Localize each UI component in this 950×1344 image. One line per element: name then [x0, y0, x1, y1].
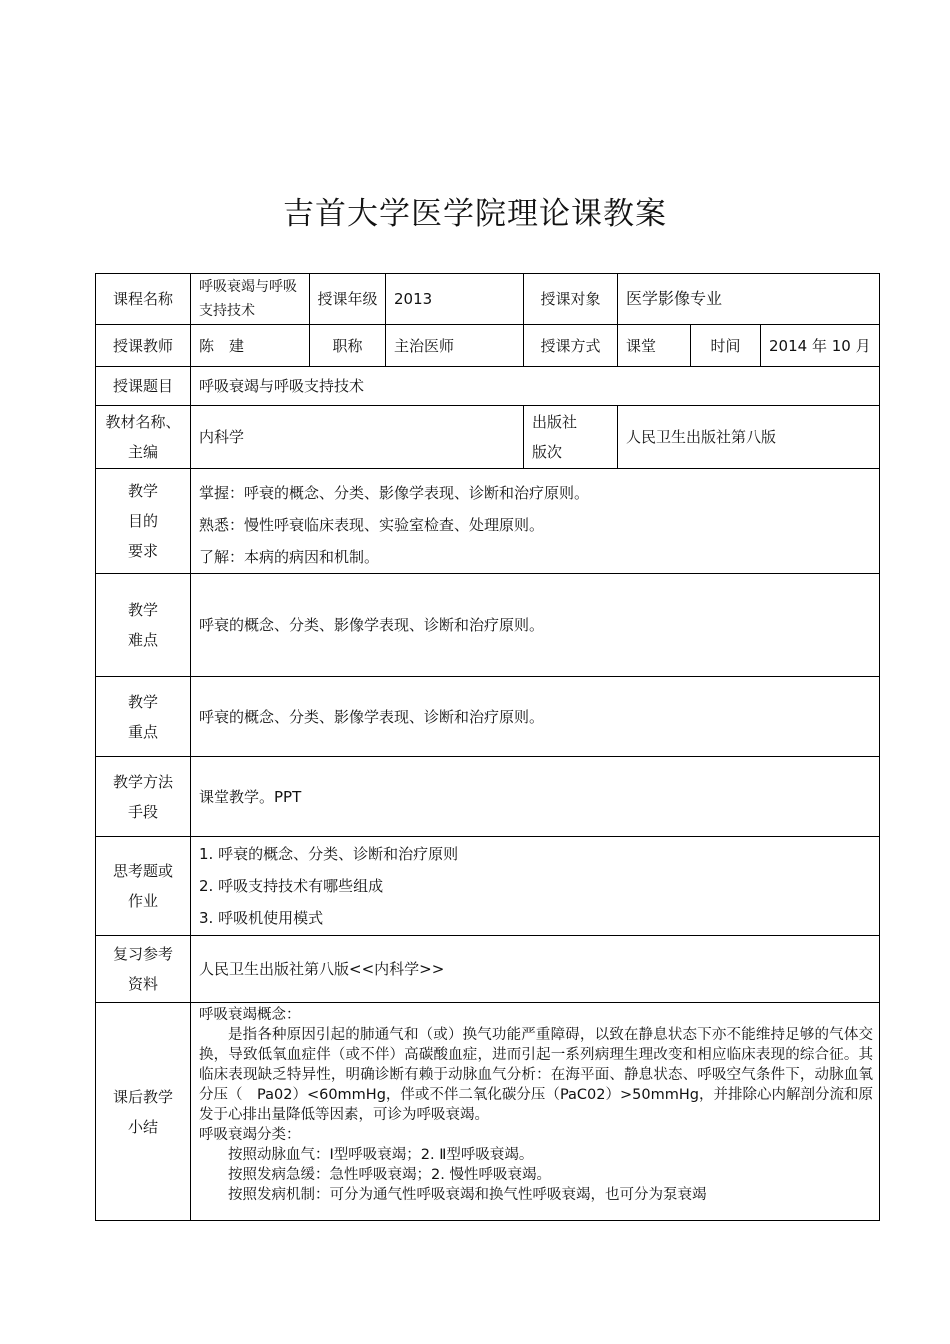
objective-familiar: 熟悉：慢性呼衰临床表现、实验室检查、处理原则。: [199, 516, 545, 534]
table-row: [96, 406, 880, 469]
table-row: [96, 367, 880, 406]
method-value: 课堂教学。PPT: [191, 757, 880, 837]
objective-understand: 了解：本病的病因和机制。: [199, 548, 380, 566]
summary-class-mechanism: 按照发病机制：可分为通气性呼吸衰竭和换气性呼吸衰竭，也可分为泵衰竭: [228, 1187, 707, 1203]
course-name-value: 呼吸衰竭与呼吸支持技术: [191, 274, 310, 325]
topic-value: 呼吸衰竭与呼吸支持技术: [191, 367, 880, 406]
textbook-label: 教材名称、 主编: [96, 406, 191, 469]
press-value: 人民卫生出版社第八版: [618, 406, 880, 469]
summary-label: 课后教学 小结: [96, 1003, 191, 1221]
objectives-label: 教学 目的 要求: [96, 469, 191, 574]
objective-master: 掌握：呼衰的概念、分类、影像学表现、诊断和治疗原则。: [199, 484, 590, 502]
summary-paragraph: 是指各种原因引起的肺通气和（或）换气功能严重障碍，以致在静息状态下亦不能维持足够的气体交换，导致低氧血症伴（或不伴）高碳酸血症，进而引起一系列病理生理改变和相应临床表现的综合征。其临床表现缺乏特异性，明确诊断有赖于动脉血气分析：在海平面、静息状态、呼吸空气条件下，动脉血氧分压（ Pa02）<60mmHg，伴或不伴二氧化碳分压（PaC02）>50mmHg，并排除心内解剖分流和原发于心排出量降低等因素，可诊为呼吸衰竭。: [199, 1027, 873, 1123]
summary-value: [191, 1003, 880, 1221]
table-row: [96, 1003, 880, 1221]
table-row: [96, 274, 880, 325]
table-row: [96, 677, 880, 757]
key-points-value: 呼衰的概念、分类、影像学表现、诊断和治疗原则。: [191, 677, 880, 757]
job-title-value: 主治医师: [386, 325, 524, 367]
homework-label: 思考题或 作业: [96, 837, 191, 936]
table-row: [96, 574, 880, 677]
table-row: [96, 837, 880, 936]
method-label: 教学方法 手段: [96, 757, 191, 837]
teacher-label: 授课教师: [96, 325, 191, 367]
table-row: [96, 757, 880, 837]
list-item: 3. 呼吸机使用模式: [199, 909, 324, 927]
difficulty-value: 呼衰的概念、分类、影像学表现、诊断和治疗原则。: [191, 574, 880, 677]
key-points-label: 教学 重点: [96, 677, 191, 757]
target-value: 医学影像专业: [618, 274, 880, 325]
mode-label: 授课方式: [524, 325, 618, 367]
difficulty-label: 教学 难点: [96, 574, 191, 677]
homework-value: [191, 837, 880, 936]
summary-heading-classification: 呼吸衰竭分类：: [199, 1127, 301, 1143]
reference-value: 人民卫生出版社第八版<<内科学>>: [191, 936, 880, 1003]
table-row: [96, 325, 880, 367]
topic-label: 授课题目: [96, 367, 191, 406]
target-label: 授课对象: [524, 274, 618, 325]
time-value: 2014 年 10 月: [761, 325, 880, 367]
list-item: 2. 呼吸支持技术有哪些组成: [199, 877, 384, 895]
summary-class-onset: 按照发病急缓：急性呼吸衰竭；2. 慢性呼吸衰竭。: [228, 1167, 551, 1183]
reference-label: 复习参考 资料: [96, 936, 191, 1003]
teacher-value: 陈 建: [191, 325, 310, 367]
page-title: 吉首大学医学院理论课教案: [283, 196, 667, 232]
job-title-label: 职称: [310, 325, 386, 367]
summary-class-blood-gas: 按照动脉血气：Ⅰ型呼吸衰竭；2. Ⅱ型呼吸衰竭。: [228, 1147, 534, 1163]
table-row: [96, 936, 880, 1003]
press-label: 出版社 版次: [524, 406, 618, 469]
summary-heading-concept: 呼吸衰竭概念：: [199, 1007, 301, 1023]
table-row: [96, 469, 880, 574]
time-label: 时间: [691, 325, 761, 367]
grade-label: 授课年级: [310, 274, 386, 325]
course-name-label: 课程名称: [96, 274, 191, 325]
grade-value: 2013: [386, 274, 524, 325]
list-item: 1. 呼衰的概念、分类、诊断和治疗原则: [199, 845, 459, 863]
lesson-plan-table: [95, 273, 880, 1221]
objectives-value: [191, 469, 880, 574]
mode-value: 课堂: [618, 325, 691, 367]
textbook-value: 内科学: [191, 406, 524, 469]
